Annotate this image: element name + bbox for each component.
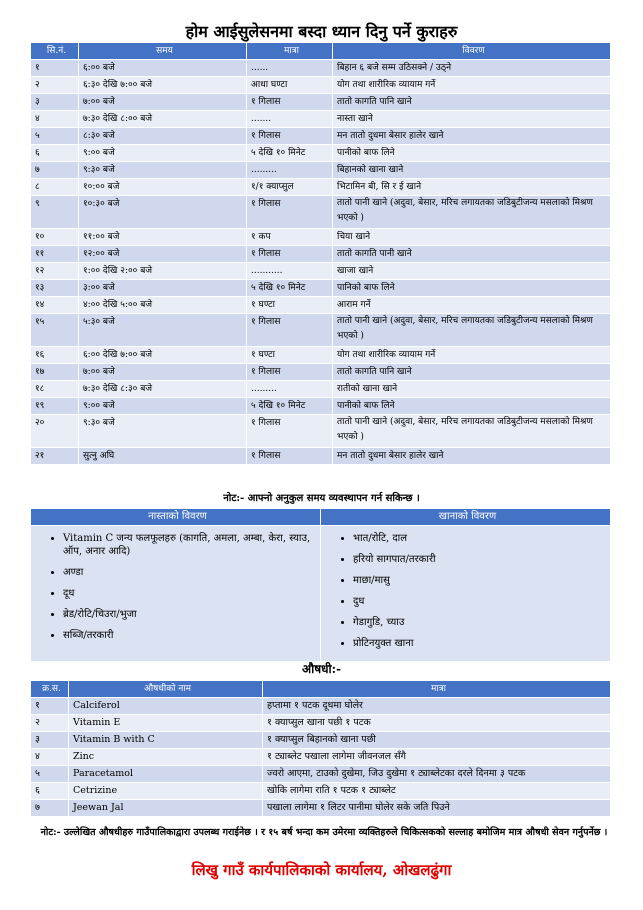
time-cell: ६:०० बजे	[79, 60, 247, 77]
description-cell: पानिको बाफ लिने	[333, 280, 611, 297]
office-footer: लिखु गाउँ कार्यपालिकाको कार्यालय, ओखलढुंगा	[191, 861, 452, 879]
meal-list	[325, 532, 610, 650]
quantity-cell: १ घण्टा	[247, 347, 333, 364]
food-list-item: • सब्जि/तरकारी	[63, 629, 320, 642]
medicine-header-cell: औषधीको नाम	[69, 681, 263, 698]
schedule-header-cell: सि.नं.	[31, 43, 79, 60]
time-cell: ९:०० बजे	[79, 398, 247, 415]
serial-cell: १७	[31, 364, 79, 381]
schedule-row	[31, 347, 611, 364]
time-cell: ६:०० देखि ७:०० बजे	[79, 347, 247, 364]
meal-list-cell	[321, 526, 611, 662]
quantity-cell: ५ देखि १० मिनेट	[247, 280, 333, 297]
medicine-dose-cell: १ क्याप्सुल खाना पछी १ पटक	[263, 715, 611, 732]
time-cell: १०:३० बजे	[79, 196, 247, 229]
description-cell: योग तथा शारीरिक व्यायाम गर्ने	[333, 77, 611, 94]
description-cell: मन तातो दुधमा बेसार हालेर खाने	[333, 128, 611, 145]
schedule-row	[31, 77, 611, 94]
medicine-dose-cell: १ ट्याब्लेट पखाला लागेमा जीवनजल सँगै	[263, 749, 611, 766]
quantity-cell: ५ देखि १० मिनेट	[247, 398, 333, 415]
medicine-serial-cell: १	[31, 698, 69, 715]
time-cell: ७:३० देखि ८:०० बजे	[79, 111, 247, 128]
medicine-row	[31, 698, 611, 715]
description-cell: नास्ता खाने	[333, 111, 611, 128]
schedule-header-row	[31, 43, 611, 60]
quantity-cell: .........	[247, 381, 333, 398]
quantity-cell: १ गिलास	[247, 364, 333, 381]
serial-cell: ७	[31, 162, 79, 179]
schedule-row	[31, 263, 611, 280]
time-cell: १०:०० बजे	[79, 179, 247, 196]
medicine-name-cell: Paracetamol	[69, 766, 263, 783]
description-cell: बिहान ६ बजे सम्म उठिसक्ने / उठ्ने	[333, 60, 611, 77]
quantity-cell: १/१ क्याप्सुल	[247, 179, 333, 196]
page-title: होम आईसुलेसनमा बस्दा ध्यान दिनु पर्ने कुराहरु	[185, 22, 458, 41]
medicine-serial-cell: ५	[31, 766, 69, 783]
medicine-section-title: औषधी:-	[301, 662, 342, 676]
schedule-row	[31, 297, 611, 314]
food-list-item: • माछा/मासु	[353, 574, 610, 587]
description-cell: पानीको बाफ लिने	[333, 398, 611, 415]
schedule-row	[31, 111, 611, 128]
schedule-row	[31, 364, 611, 381]
schedule-header-cell: विवरण	[333, 43, 611, 60]
food-list-item: • गेडागुडि, च्याउ	[353, 616, 610, 629]
time-cell: ७:३० देखि ८:३० बजे	[79, 381, 247, 398]
serial-cell: २०	[31, 415, 79, 448]
quantity-cell: १ गिलास	[247, 448, 333, 465]
serial-cell: १६	[31, 347, 79, 364]
serial-cell: ५	[31, 128, 79, 145]
quantity-cell: .........	[247, 162, 333, 179]
food-list-item: • Vitamin C जन्य फलफूलहरु (कागति, अमला, अम्बा, केरा, स्याउ, ऑप, अनार आदि)	[63, 532, 320, 558]
time-cell: ९:०० बजे	[79, 145, 247, 162]
time-cell: ७:०० बजे	[79, 94, 247, 111]
medicine-name-cell: Vitamin E	[69, 715, 263, 732]
quantity-cell: १ घण्टा	[247, 297, 333, 314]
schedule-header-cell: समय	[79, 43, 247, 60]
quantity-cell: १ कप	[247, 229, 333, 246]
description-cell: भिटामिन बी, सि र ई खाने	[333, 179, 611, 196]
schedule-row	[31, 128, 611, 145]
serial-cell: १८	[31, 381, 79, 398]
schedule-row	[31, 145, 611, 162]
serial-cell: ४	[31, 111, 79, 128]
quantity-cell: १ गिलास	[247, 314, 333, 347]
food-list-item: • ब्रेड/रोटि/चिउरा/भुजा	[63, 608, 320, 621]
time-cell: ८:३० बजे	[79, 128, 247, 145]
quantity-cell: ५ देखि १० मिनेट	[247, 145, 333, 162]
serial-cell: ९	[31, 196, 79, 229]
schedule-row	[31, 60, 611, 77]
medicine-name-cell: Calciferol	[69, 698, 263, 715]
time-cell: ९:३० बजे	[79, 415, 247, 448]
medicine-name-cell: Zinc	[69, 749, 263, 766]
medicine-row	[31, 715, 611, 732]
schedule-row	[31, 229, 611, 246]
medicine-header-row	[31, 681, 611, 698]
serial-cell: १	[31, 60, 79, 77]
breakfast-header: नास्ताको विवरण	[31, 509, 321, 526]
schedule-table	[30, 42, 611, 465]
description-cell: पानीको बाफ लिने	[333, 145, 611, 162]
quantity-cell: १ गिलास	[247, 94, 333, 111]
description-cell: तातो पानी खाने (अदुवा, बेसार, मरिच लगायतका जडिबुटीजन्य मसलाको मिश्रण भएको )	[333, 196, 611, 229]
quantity-cell: आधा घण्टा	[247, 77, 333, 94]
description-cell: बिहानको खाना खाने	[333, 162, 611, 179]
schedule-note: नोट:- आफ्नो अनुकुल समय व्यवस्थापन गर्न सकिन्छ ।	[223, 493, 420, 504]
time-cell: १:०० देखि २:०० बजे	[79, 263, 247, 280]
medicine-row	[31, 749, 611, 766]
medicine-dose-cell: १ क्याप्सुल बिहानको खाना पछी	[263, 732, 611, 749]
schedule-row	[31, 415, 611, 448]
serial-cell: १३	[31, 280, 79, 297]
medicine-header-cell: क्र.स.	[31, 681, 69, 698]
schedule-row	[31, 162, 611, 179]
time-cell: ५:३० बजे	[79, 314, 247, 347]
time-cell: ९:३० बजे	[79, 162, 247, 179]
food-list-item: • दुध	[353, 595, 610, 608]
time-cell: ११:०० बजे	[79, 229, 247, 246]
medicine-header-cell: मात्रा	[263, 681, 611, 698]
serial-cell: ८	[31, 179, 79, 196]
quantity-cell: ......	[247, 60, 333, 77]
medicine-row	[31, 800, 611, 817]
schedule-row	[31, 246, 611, 263]
time-cell: ७:०० बजे	[79, 364, 247, 381]
medicine-name-cell: Cetrizine	[69, 783, 263, 800]
quantity-cell: १ गिलास	[247, 196, 333, 229]
medicine-serial-cell: ६	[31, 783, 69, 800]
serial-cell: १९	[31, 398, 79, 415]
food-table	[30, 508, 611, 662]
description-cell: आराम गर्ने	[333, 297, 611, 314]
medicine-name-cell: Jeewan Jal	[69, 800, 263, 817]
medicine-serial-cell: ७	[31, 800, 69, 817]
medicine-note: नोट:- उल्लेखित औषधीहरु गाउँपालिकाद्वारा उपलब्ध गराईनेछ । र १५ बर्ष भन्दा कम उमेरमा व्यक्तिहरुले चिकित्सकको सल्लाह बमोजिम मात्र औषधी सेवन गर्नुपर्नेछ ।	[40, 827, 608, 838]
food-list-item: • हरियो सागपात/तरकारी	[353, 553, 610, 566]
serial-cell: १०	[31, 229, 79, 246]
time-cell: ४:०० देखि ५:०० बजे	[79, 297, 247, 314]
medicine-dose-cell: पखाला लागेमा १ लिटर पानीमा घोलेर सके जति पिउने	[263, 800, 611, 817]
time-cell: १२:०० बजे	[79, 246, 247, 263]
food-list-item: • दूध	[63, 587, 320, 600]
time-cell: ३:०० बजे	[79, 280, 247, 297]
schedule-header-cell: मात्रा	[247, 43, 333, 60]
serial-cell: १२	[31, 263, 79, 280]
serial-cell: ११	[31, 246, 79, 263]
medicine-serial-cell: ३	[31, 732, 69, 749]
meal-header: खानाको विवरण	[321, 509, 611, 526]
schedule-row	[31, 448, 611, 465]
food-list-item: • अण्डा	[63, 566, 320, 579]
description-cell: तातो कागति पानि खाने	[333, 94, 611, 111]
time-cell: सुत्नु अघि	[79, 448, 247, 465]
medicine-row	[31, 732, 611, 749]
food-list-item: • प्रोटिनयुक्त खाना	[353, 637, 610, 650]
description-cell: मन तातो दुधमा बेसार हालेर खाने	[333, 448, 611, 465]
breakfast-list	[35, 532, 320, 642]
quantity-cell: ...........	[247, 263, 333, 280]
medicine-row	[31, 783, 611, 800]
medicine-table	[30, 680, 611, 817]
schedule-row	[31, 314, 611, 347]
medicine-row	[31, 766, 611, 783]
quantity-cell: १ गिलास	[247, 415, 333, 448]
schedule-row	[31, 179, 611, 196]
medicine-dose-cell: खोकि लागेमा राति १ पटक १ ट्याब्लेट	[263, 783, 611, 800]
medicine-serial-cell: ४	[31, 749, 69, 766]
serial-cell: २	[31, 77, 79, 94]
medicine-name-cell: Vitamin B with C	[69, 732, 263, 749]
serial-cell: ६	[31, 145, 79, 162]
serial-cell: ३	[31, 94, 79, 111]
description-cell: तातो पानी खाने (अदुवा, बेसार, मरिच लगायतका जडिबुटीजन्य मसलाको मिश्रण भएको )	[333, 415, 611, 448]
description-cell: तातो कागति पानि खाने	[333, 364, 611, 381]
medicine-dose-cell: ज्वरो आएमा, टाउको दुखेमा, जिउ दुखेमा १ ट्याब्लेटका दरले दिनमा ३ पटक	[263, 766, 611, 783]
medicine-dose-cell: हप्तामा १ पटक दूधमा घोलेर	[263, 698, 611, 715]
description-cell: योग तथा शारीरिक व्यायाम गर्ने	[333, 347, 611, 364]
serial-cell: २१	[31, 448, 79, 465]
medicine-serial-cell: २	[31, 715, 69, 732]
quantity-cell: .......	[247, 111, 333, 128]
description-cell: तातो पानी खाने (अदुवा, बेसार, मरिच लगायतका जडिबुटीजन्य मसलाको मिश्रण भएको )	[333, 314, 611, 347]
schedule-row	[31, 398, 611, 415]
schedule-row	[31, 94, 611, 111]
schedule-row	[31, 280, 611, 297]
schedule-row	[31, 381, 611, 398]
schedule-row	[31, 196, 611, 229]
description-cell: चिया खाने	[333, 229, 611, 246]
description-cell: खाजा खाने	[333, 263, 611, 280]
quantity-cell: १ गिलास	[247, 246, 333, 263]
description-cell: तातो कागति पानी खाने	[333, 246, 611, 263]
breakfast-list-cell	[31, 526, 321, 662]
description-cell: रातीको खाना खाने	[333, 381, 611, 398]
serial-cell: १४	[31, 297, 79, 314]
serial-cell: १५	[31, 314, 79, 347]
time-cell: ६:३० देखि ७:०० बजे	[79, 77, 247, 94]
food-list-item: • भात/रोटि, दाल	[353, 532, 610, 545]
quantity-cell: १ गिलास	[247, 128, 333, 145]
